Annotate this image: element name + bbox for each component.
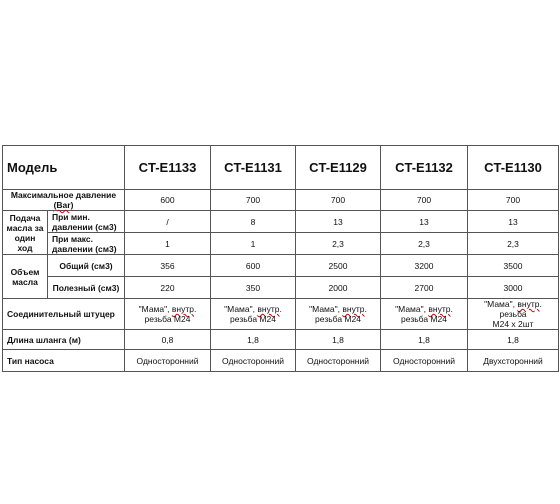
table-row-oil-feed-min — [3, 211, 559, 233]
table-cell: 13 — [468, 211, 559, 233]
table-cell — [211, 299, 296, 330]
table-cell: 1,8 — [468, 330, 559, 350]
table-cell — [296, 299, 381, 330]
table-cell: 350 — [211, 277, 296, 299]
table-cell — [468, 299, 559, 330]
table-row-oil-feed-max — [3, 233, 559, 255]
table-cell: 1,8 — [211, 330, 296, 350]
table-cell: 3000 — [468, 277, 559, 299]
connector-text: резьба М24 — [230, 314, 276, 324]
connector-text: . резьба — [499, 299, 542, 319]
table-cell: 0,8 — [125, 330, 211, 350]
model-name: CT-E1129 — [296, 146, 381, 190]
model-header: Модель — [3, 146, 125, 190]
table-row-oil-volume-useful — [3, 277, 559, 299]
model-name: CT-E1130 — [468, 146, 559, 190]
table-cell: 1 — [125, 233, 211, 255]
table-cell: 356 — [125, 255, 211, 277]
connector-text: резьба М24 — [401, 314, 447, 324]
connector-text: внутр — [428, 304, 451, 314]
table-cell: / — [125, 211, 211, 233]
connector-text: внутр — [342, 304, 365, 314]
connector-text: внутр — [257, 304, 280, 314]
connector-text: М24 x 2шт — [492, 319, 534, 329]
connector-label: Соединительный штуцер — [3, 299, 125, 330]
table-cell: 700 — [381, 190, 468, 211]
connector-text: "Мама", — [138, 304, 172, 314]
max-pressure-label-unit: (Bar) — [53, 200, 74, 210]
connector-text: "Мама", — [224, 304, 258, 314]
oil-feed-max-label: При макс. давлении (см3) — [48, 233, 125, 255]
table-cell: Двухсторонний — [468, 350, 559, 372]
table-cell — [125, 299, 211, 330]
max-pressure-label — [3, 190, 125, 211]
pump-type-label: Тип насоса — [3, 350, 125, 372]
connector-text: . — [364, 304, 367, 314]
table-row-pump-type — [3, 350, 559, 372]
table-cell: 2,3 — [468, 233, 559, 255]
connector-text: "Мама", — [395, 304, 429, 314]
oil-volume-total-label: Общий (см3) — [48, 255, 125, 277]
table-cell: 2500 — [296, 255, 381, 277]
oil-volume-label: Объем масла — [3, 255, 48, 299]
table-cell: Односторонний — [381, 350, 468, 372]
table-cell: 13 — [296, 211, 381, 233]
table-cell: 2,3 — [381, 233, 468, 255]
table-cell: 600 — [125, 190, 211, 211]
connector-text: "Мама", — [484, 299, 518, 309]
connector-text: . — [193, 304, 197, 314]
connector-text: внутр — [171, 304, 194, 314]
table-cell: 1 — [211, 233, 296, 255]
table-cell: 8 — [211, 211, 296, 233]
table-row-hose-length — [3, 330, 559, 350]
table-cell: 1,8 — [381, 330, 468, 350]
table-cell: Односторонний — [125, 350, 211, 372]
connector-text: . — [450, 304, 453, 314]
table-cell: 700 — [211, 190, 296, 211]
table-row-oil-volume-total — [3, 255, 559, 277]
hose-length-label: Длина шланга (м) — [3, 330, 125, 350]
table-cell: 2,3 — [296, 233, 381, 255]
table-cell: 2000 — [296, 277, 381, 299]
table-cell: 3500 — [468, 255, 559, 277]
connector-text: . — [279, 304, 282, 314]
connector-text: внутр — [517, 299, 540, 309]
oil-volume-useful-label: Полезный (см3) — [48, 277, 125, 299]
oil-feed-min-label: При мин. давлении (см3) — [48, 211, 125, 233]
table-cell: 600 — [211, 255, 296, 277]
max-pressure-label-main: Максимальное давление — [10, 190, 117, 200]
spec-table — [2, 145, 559, 372]
table-cell: 220 — [125, 277, 211, 299]
connector-text: "Мама", — [309, 304, 343, 314]
oil-feed-label: Подача масла за один ход — [3, 211, 48, 255]
table-row-connector — [3, 299, 559, 330]
model-name: CT-E1133 — [125, 146, 211, 190]
table-cell: 1,8 — [296, 330, 381, 350]
table-cell: 700 — [296, 190, 381, 211]
connector-text: резьба М24 — [315, 314, 361, 324]
header-row — [3, 146, 559, 190]
table-cell — [381, 299, 468, 330]
model-name: CT-E1132 — [381, 146, 468, 190]
table-row-max-pressure — [3, 190, 559, 211]
table-cell: Односторонний — [296, 350, 381, 372]
table-cell: 700 — [468, 190, 559, 211]
table-cell: 3200 — [381, 255, 468, 277]
table-cell: 2700 — [381, 277, 468, 299]
table-cell: 13 — [381, 211, 468, 233]
table-cell: Односторонний — [211, 350, 296, 372]
model-name: CT-E1131 — [211, 146, 296, 190]
connector-text: резьба М24 — [144, 314, 191, 324]
